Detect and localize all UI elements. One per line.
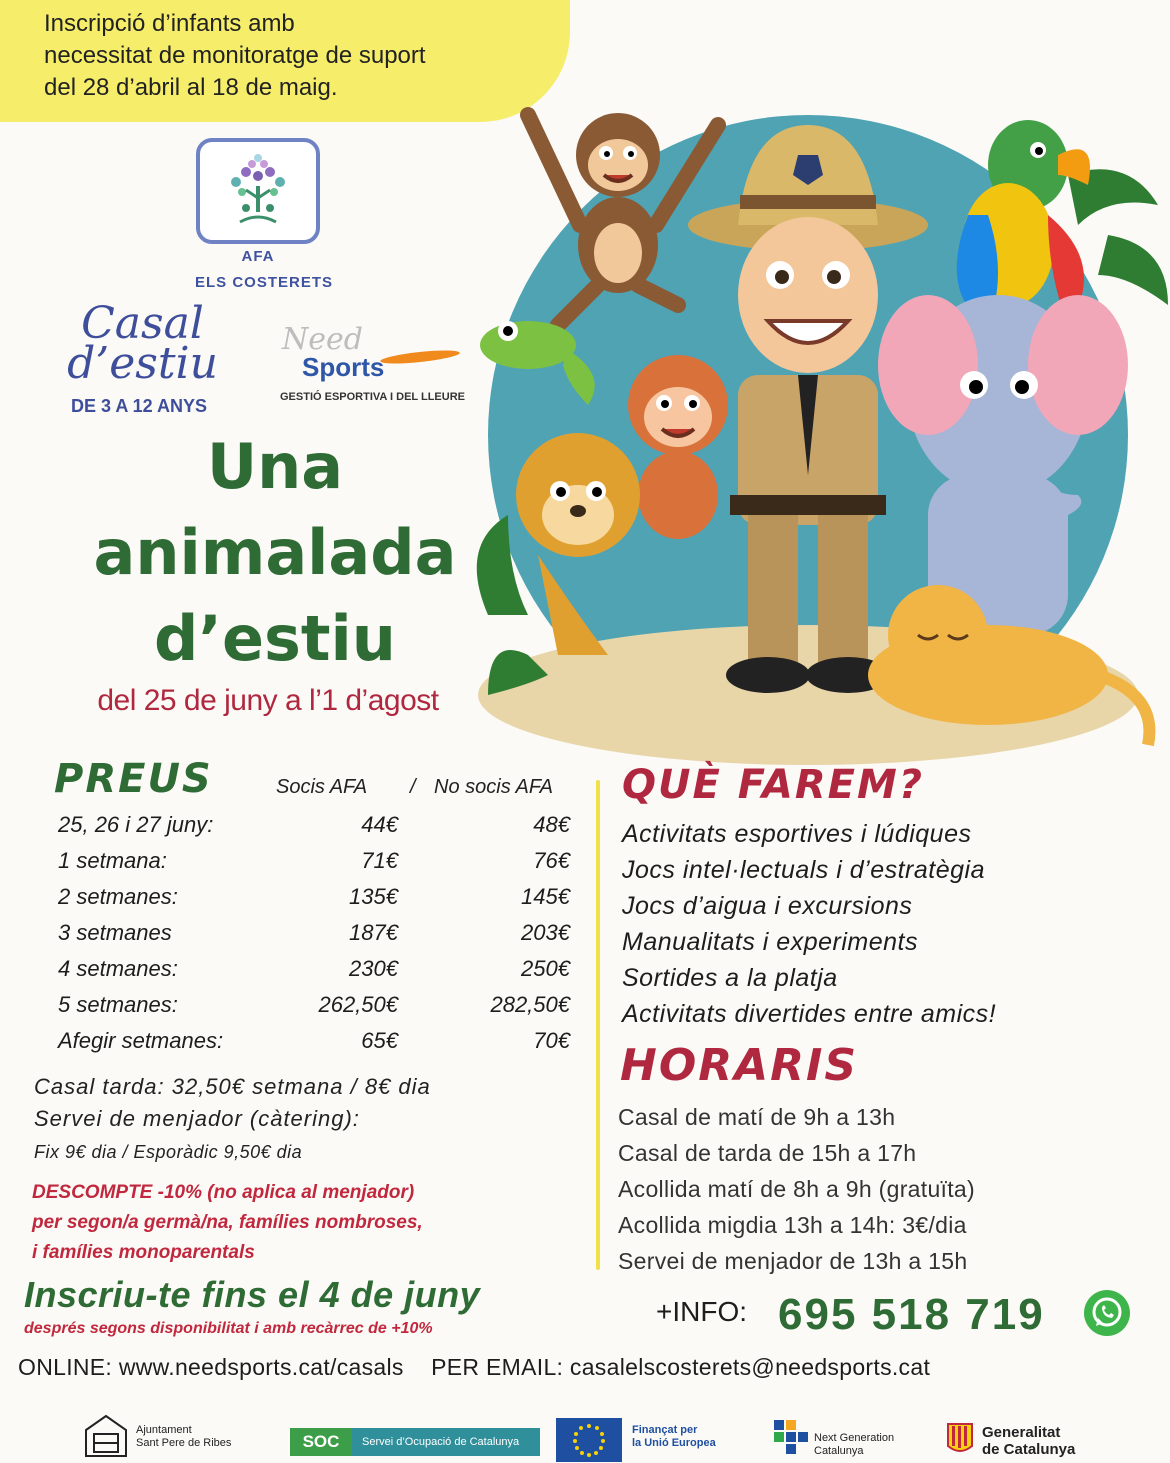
whatsapp-icon[interactable] [1084, 1290, 1130, 1336]
price-socis: 71€ [361, 848, 398, 873]
next-generation-logo [814, 1432, 894, 1458]
schedule-item: Acollida matí de 8h a 9h (gratuïta) [618, 1176, 975, 1202]
afa-title: AFA [241, 248, 275, 265]
price-nosocis: 70€ [533, 1028, 570, 1053]
banner-line-1: Inscripció d’infants amb [44, 10, 295, 37]
casal-logo [40, 298, 245, 389]
schedule-item: Casal de tarda de 15h a 17h [618, 1140, 917, 1166]
price-row [58, 848, 578, 884]
activity-item: Sortides a la platja [622, 964, 838, 992]
price-row [58, 812, 578, 848]
title-line-1: Una [206, 430, 344, 503]
generalitat-shield-icon [946, 1422, 974, 1456]
afa-name: ELS COSTERETS [194, 274, 334, 291]
schedule-item: Casal de matí de 9h a 13h [618, 1104, 896, 1130]
price-row [58, 992, 578, 1028]
ng-line-2: Catalunya [814, 1445, 864, 1457]
ajuntament-crest-icon [80, 1414, 132, 1458]
needsports-need: Need [282, 322, 363, 357]
activity-item: Jocs d’aigua i excursions [622, 892, 913, 920]
price-socis: 230€ [349, 956, 398, 981]
price-socis: 187€ [349, 920, 398, 945]
soc-logo [290, 1428, 540, 1456]
ajuntament-line-2: Sant Pere de Ribes [136, 1437, 232, 1449]
next-generation-icon [774, 1420, 810, 1456]
price-label: Afegir setmanes: [58, 1028, 224, 1053]
gen-line-2: de Catalunya [982, 1441, 1076, 1458]
price-label: 25, 26 i 27 juny: [58, 812, 214, 837]
price-socis: 262,50€ [318, 992, 398, 1017]
column-divider [596, 780, 600, 1270]
activities-heading: QUÈ FAREM? [622, 762, 924, 808]
age-range: DE 3 A 12 ANYS [70, 396, 208, 416]
discount-line-2: per segon/a germà/na, famílies nombroses, [32, 1212, 423, 1233]
prices-heading: PREUS [54, 756, 213, 802]
eu-line-2: la Unió Europea [632, 1437, 716, 1449]
afternoon-price: Casal tarda: 32,50€ setmana / 8€ dia [34, 1074, 431, 1099]
price-nosocis: 282,50€ [490, 992, 570, 1017]
ajuntament-line-1: Ajuntament [136, 1424, 192, 1436]
registration-deadline: Inscriu-te fins el 4 de juny [24, 1274, 481, 1315]
schedule-item: Acollida migdia 13h a 14h: 3€/dia [618, 1212, 967, 1238]
email-link[interactable]: PER EMAIL: casalelscosterets@needsports.cat [431, 1354, 931, 1380]
online-registration-link[interactable] [18, 1354, 930, 1381]
price-label: 5 setmanes: [58, 992, 178, 1017]
banner-line-2: necessitat de monitoratge de suport [44, 42, 426, 69]
price-nosocis: 250€ [521, 956, 570, 981]
price-socis: 65€ [361, 1028, 398, 1053]
activity-item: Manualitats i experiments [622, 928, 918, 956]
activity-item: Jocs intel·lectuals i d’estratègia [622, 856, 985, 884]
schedule-heading: HORARIS [620, 1040, 859, 1091]
banner-line-3: del 28 d’abril al 18 de maig. [44, 74, 338, 101]
price-label: 4 setmanes: [58, 956, 178, 981]
title-line-3: d’estiu [154, 602, 396, 675]
parrot-icon [957, 120, 1090, 325]
price-nosocis: 203€ [521, 920, 570, 945]
afa-logo [196, 138, 320, 244]
eu-line-1: Finançat per [632, 1424, 698, 1436]
needsports-tagline: GESTIÓ ESPORTIVA I DEL LLEURE [280, 391, 465, 403]
schedule-item: Servei de menjador de 13h a 15h [618, 1248, 968, 1274]
price-socis: 44€ [361, 812, 398, 837]
ng-line-1: Next Generation [814, 1432, 895, 1444]
casal-line-2: d’estiu [67, 338, 218, 389]
price-label: 2 setmanes: [58, 884, 178, 909]
price-nosocis: 145€ [521, 884, 570, 909]
banner-text [44, 8, 426, 104]
discount-line-3: i famílies monoparentals [32, 1242, 255, 1263]
price-row [58, 956, 578, 992]
phone-number[interactable]: 695 518 719 [778, 1290, 1045, 1339]
catering-title: Servei de menjador (càtering): [34, 1106, 360, 1131]
tree-icon [231, 154, 285, 222]
needsports-swoosh [380, 348, 461, 366]
gen-line-1: Generalitat [982, 1424, 1061, 1441]
discount-line-1: DESCOMPTE -10% (no aplica al menjador) [32, 1182, 415, 1203]
price-row [58, 920, 578, 956]
generalitat-logo [982, 1424, 1075, 1458]
price-label: 3 setmanes [58, 920, 172, 945]
price-socis: 135€ [349, 884, 398, 909]
camp-dates: del 25 de juny a l’1 d’agost [97, 684, 439, 717]
activity-item: Activitats divertides entre amics! [622, 1000, 997, 1028]
title-line-2: animalada [93, 516, 457, 589]
casal-line-1: Casal [81, 298, 204, 349]
price-row [58, 1028, 578, 1064]
safari-illustration [468, 95, 1168, 775]
online-link[interactable]: ONLINE: www.needsports.cat/casals [18, 1354, 404, 1380]
eu-logo [632, 1424, 716, 1450]
catering-price: Fix 9€ dia / Esporàdic 9,50€ dia [34, 1142, 303, 1162]
needsports-sports: Sports [302, 352, 385, 382]
price-nosocis: 48€ [533, 812, 570, 837]
info-label: +INFO: [656, 1296, 748, 1327]
registration-late-note: després segons disponibilitat i amb recàrrec de +10% [24, 1320, 433, 1337]
price-nosocis: 76€ [533, 848, 570, 873]
soc-badge: SOC [290, 1428, 352, 1456]
price-label: 1 setmana: [58, 848, 167, 873]
ajuntament-logo [136, 1424, 231, 1450]
col-header-socis: Socis AFA [276, 776, 368, 798]
soc-full-name: Servei d’Ocupació de Catalunya [362, 1436, 520, 1448]
eu-flag-icon [556, 1418, 622, 1462]
activity-item: Activitats esportives i lúdiques [622, 820, 972, 848]
price-row [58, 884, 578, 920]
col-header-nosocis: No socis AFA [434, 776, 553, 798]
col-header-sep: / [410, 776, 416, 798]
